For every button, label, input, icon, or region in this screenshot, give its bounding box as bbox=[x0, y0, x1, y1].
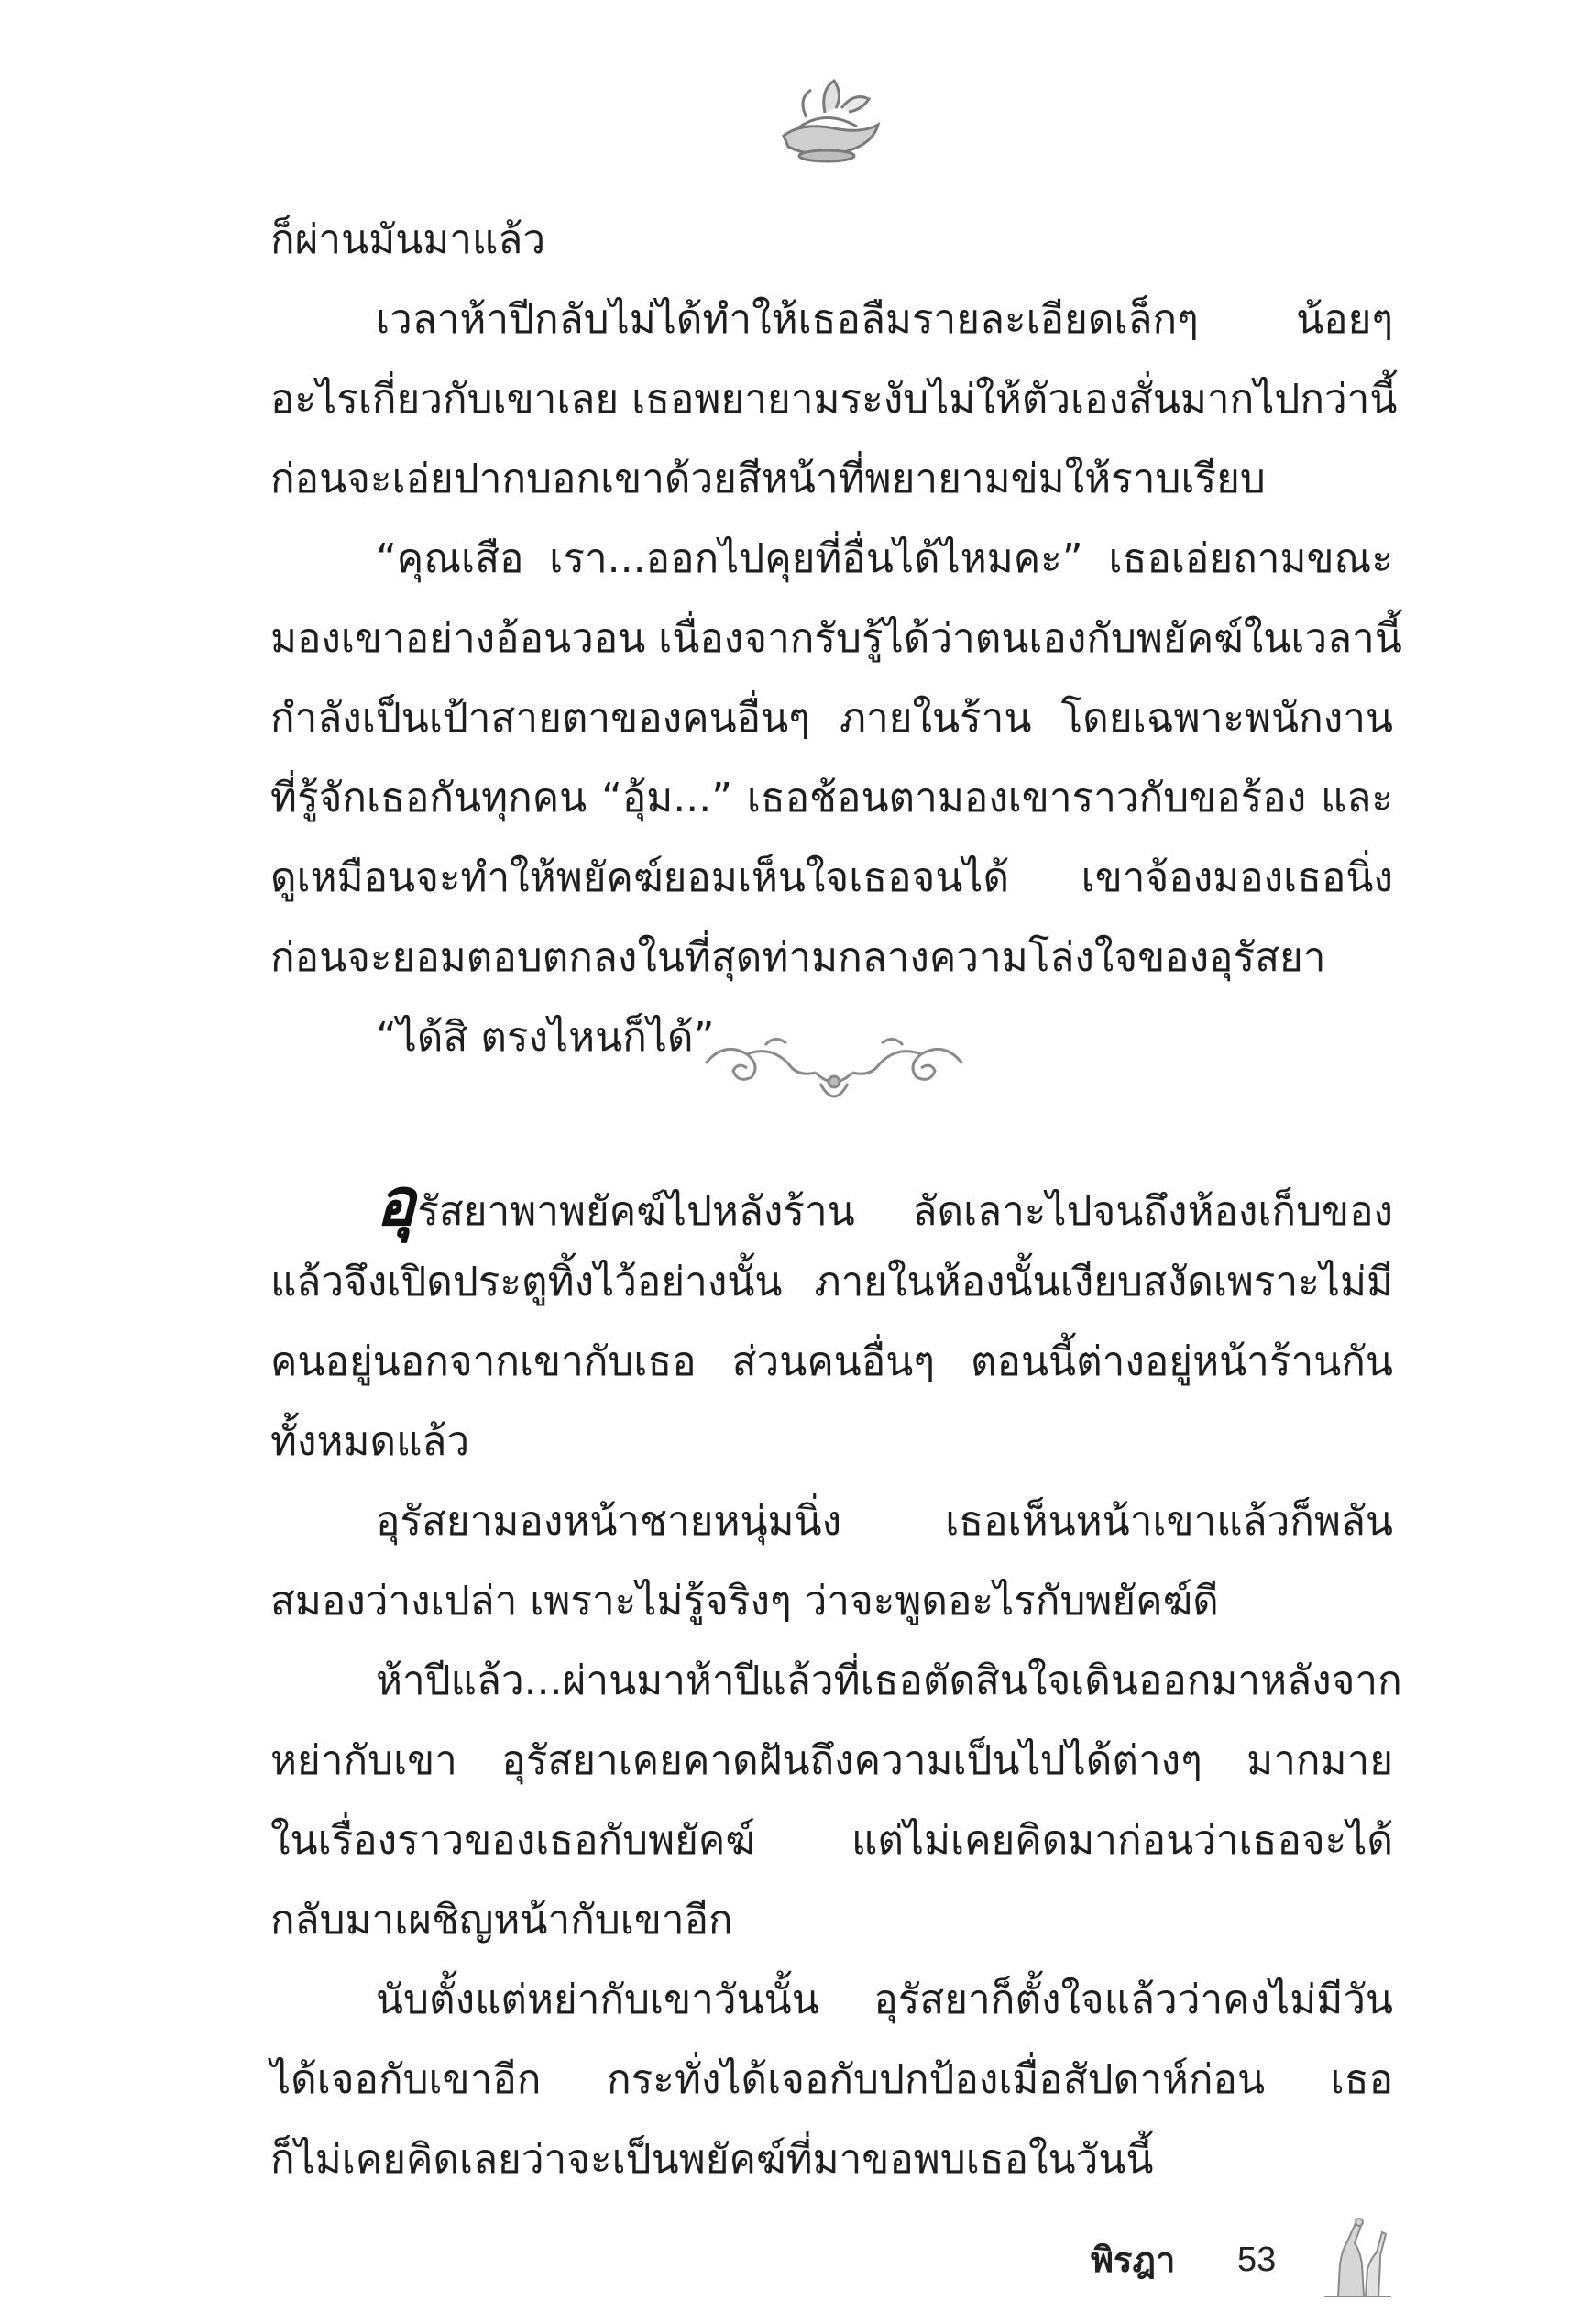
paragraph-line: กำลังเป็นเป้าสายตาของคนอื่นๆ ภายในร้าน โดยเฉพาะพนักงาน bbox=[270, 695, 1393, 742]
paragraph-line: คนอยู่นอกจากเขากับเธอ ส่วนคนอื่นๆ ตอนนี้ต่างอยู่หน้าร้านกัน bbox=[270, 1338, 1393, 1385]
paragraph-line-text: รัสยาพาพยัคฆ์ไปหลังร้าน ลัดเลาะไปจนถึงห้องเก็บของ bbox=[417, 1188, 1393, 1235]
paragraph-line: อุรัสยามองหน้าชายหนุ่มนิ่ง เธอเห็นหน้าเขาแล้วก็พลัน bbox=[376, 1498, 1393, 1545]
scroll-ornament-icon bbox=[697, 1027, 972, 1114]
paragraph-line: หย่ากับเขา อุรัสยาเคยคาดฝันถึงความเป็นไปได้ต่างๆ มากมาย bbox=[270, 1737, 1393, 1784]
page-number: 53 bbox=[1237, 2241, 1277, 2279]
paragraph-line: ทั้งหมดแล้ว bbox=[270, 1418, 470, 1465]
paragraph-line: “ได้สิ ตรงไหนก็ได้” bbox=[376, 1014, 715, 1061]
paragraph-line: ได้เจอกับเขาอีก กระทั่งได้เจอกับปกป้องเมื่อสัปดาห์ก่อน เธอ bbox=[270, 2056, 1393, 2103]
paragraph-line: มองเขาอย่างอ้อนวอน เนื่องจากรับรู้ได้ว่าตนเองกับพยัคฆ์ในเวลานี้ bbox=[270, 615, 1402, 662]
paragraph-line: อะไรเกี่ยวกับเขาเลย เธอพยายามระงับไม่ให้ตัวเองสั่นมากไปกว่านี้ bbox=[270, 376, 1398, 423]
paragraph-line: “คุณเสือ เรา...ออกไปคุยที่อื่นได้ไหมคะ” เธอเอ่ยถามขณะ bbox=[376, 535, 1393, 582]
giraffe-icon bbox=[1320, 2214, 1393, 2301]
book-title: พิรฎา bbox=[1091, 2240, 1176, 2280]
page-footer bbox=[0, 2232, 1570, 2324]
drop-cap: อุ bbox=[376, 1163, 416, 1240]
paragraph-line: ในเรื่องราวของเธอกับพยัคฆ์ แต่ไม่เคยคิดมาก่อนว่าเธอจะได้ bbox=[270, 1817, 1393, 1864]
paragraph-line: ห้าปีแล้ว...ผ่านมาห้าปีแล้วที่เธอตัดสินใจเดินออกมาหลังจาก bbox=[376, 1658, 1402, 1704]
paragraph-line: ก็ไม่เคยคิดเลยว่าจะเป็นพยัคฆ์ที่มาขอพบเธอในวันนี้ bbox=[270, 2136, 1154, 2183]
paragraph-line: ก็ผ่านมันมาแล้ว bbox=[270, 216, 546, 263]
section-b bbox=[270, 1162, 1402, 2199]
paragraph-line: กลับมาเผชิญหน้ากับเขาอีก bbox=[270, 1897, 733, 1944]
paragraph-line: ที่รู้จักเธอกันทุกคน “อุ้ม...” เธอช้อนตามองเขาราวกับขอร้อง และ bbox=[270, 775, 1393, 821]
paragraph-line: แล้วจึงเปิดประตูทิ้งไว้อย่างนั้น ภายในห้องนั้นเงียบสงัดเพราะไม่มี bbox=[270, 1259, 1393, 1305]
paragraph-line: ก่อนจะเอ่ยปากบอกเขาด้วยสีหน้าที่พยายามข่มให้ราบเรียบ bbox=[270, 456, 1266, 502]
paragraph-line-dropcap bbox=[270, 1162, 1393, 1242]
teapot-lamp-icon bbox=[770, 72, 889, 163]
section-a bbox=[270, 200, 1402, 1077]
paragraph-line: นับตั้งแต่หย่ากับเขาวันนั้น อุรัสยาก็ตั้งใจแล้วว่าคงไม่มีวัน bbox=[376, 1977, 1393, 2023]
paragraph-line: เวลาห้าปีกลับไม่ได้ทำให้เธอลืมรายละเอียดเล็กๆ น้อยๆ bbox=[376, 296, 1393, 343]
paragraph-line: ก่อนจะยอมตอบตกลงในที่สุดท่ามกลางความโล่งใจของอุรัสยา bbox=[270, 934, 1326, 981]
paragraph-line: สมองว่างเปล่า เพราะไม่รู้จริงๆ ว่าจะพูดอะไรกับพยัคฆ์ดี bbox=[270, 1578, 1219, 1625]
paragraph-line: ดูเหมือนจะทำให้พยัคฆ์ยอมเห็นใจเธอจนได้ เขาจ้องมองเธอนิ่ง bbox=[270, 854, 1393, 901]
